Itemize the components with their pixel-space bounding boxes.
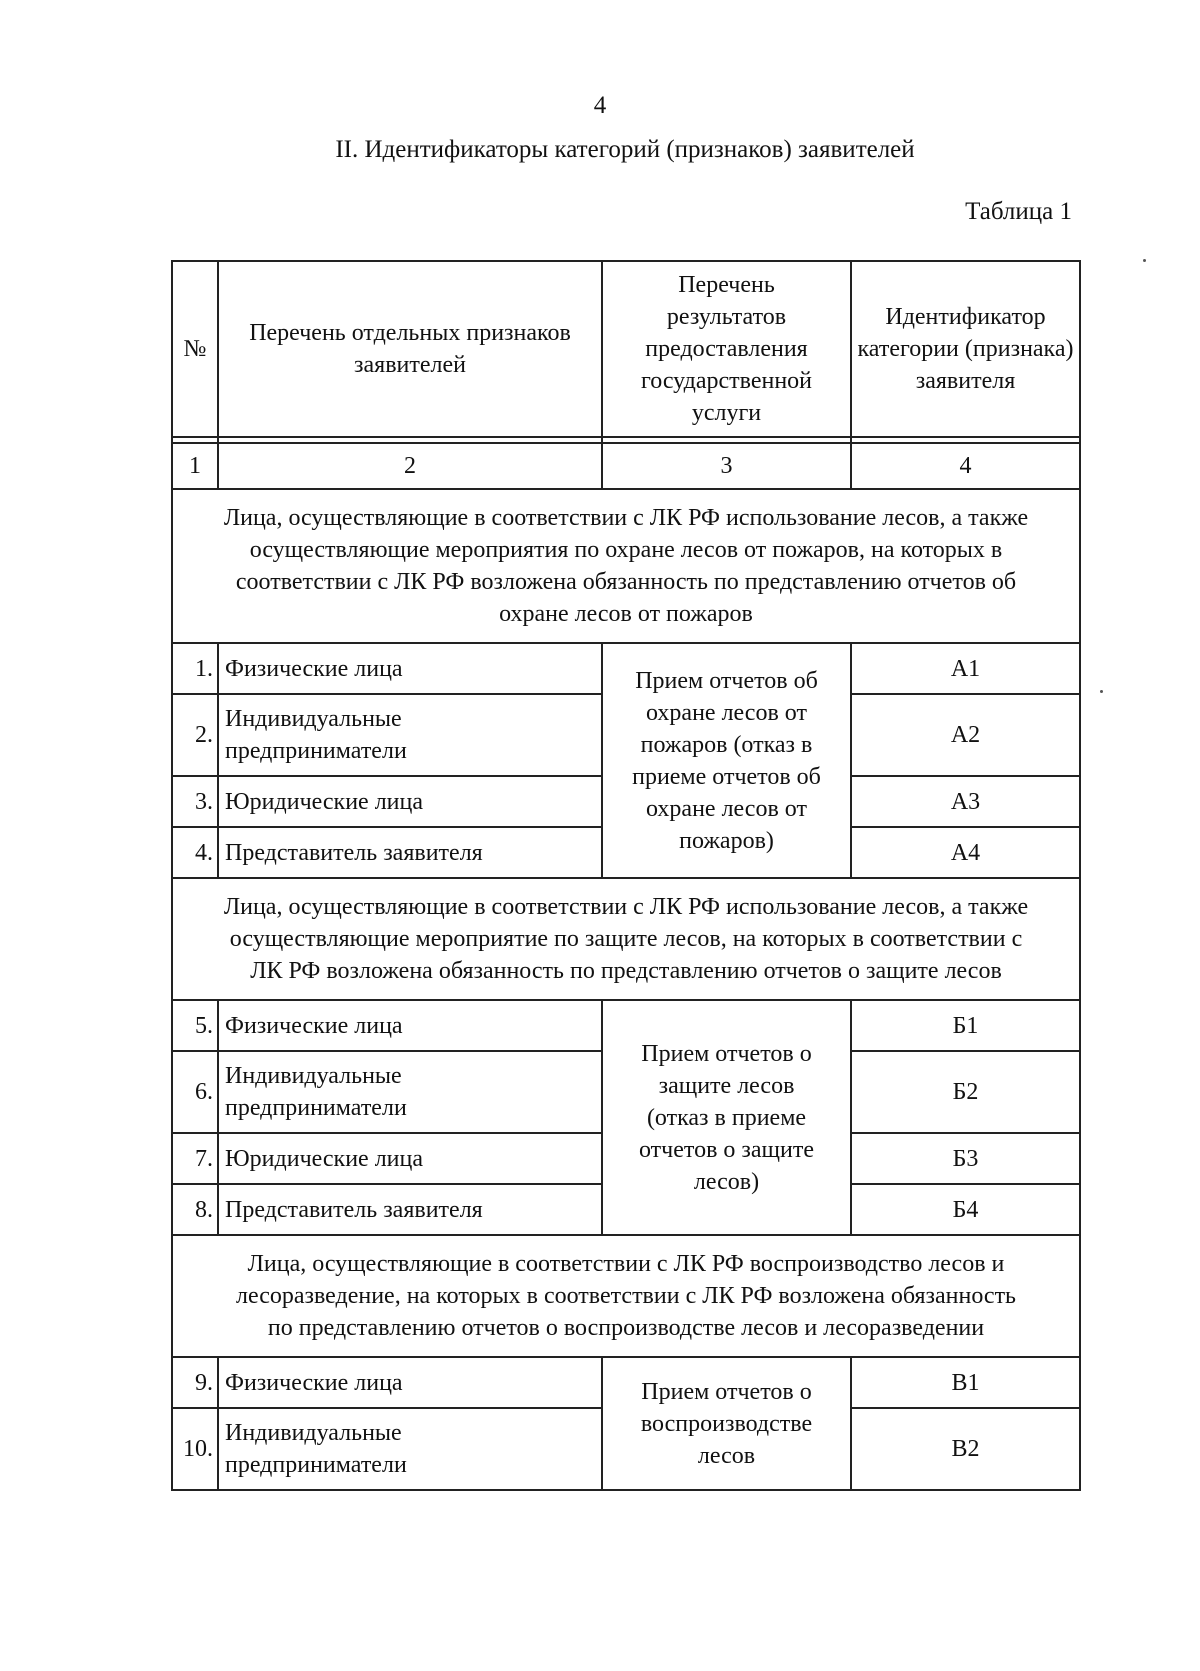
service-result: Прием отчетов о воспроизводстве лесов xyxy=(602,1357,851,1490)
section-title: II. Идентификаторы категорий (признаков) заявителей xyxy=(335,136,915,163)
applicant-feature: Физические лица xyxy=(218,1357,602,1408)
category-identifier: В1 xyxy=(851,1357,1080,1408)
group-title-row xyxy=(172,489,1080,643)
applicant-feature: Индивидуальные предприниматели xyxy=(218,1408,602,1490)
category-identifier: Б2 xyxy=(851,1051,1080,1133)
applicant-feature: Индивидуальные предприниматели xyxy=(218,1051,602,1133)
row-number: 8. xyxy=(172,1184,218,1235)
row-number: 4. xyxy=(172,827,218,878)
column-number: 4 xyxy=(851,443,1080,489)
row-number: 7. xyxy=(172,1133,218,1184)
row-number: 5. xyxy=(172,1000,218,1051)
header-identifier: Идентификатор категории (признака) заявителя xyxy=(851,261,1080,437)
applicant-feature: Физические лица xyxy=(218,643,602,694)
group-title: Лица, осуществляющие в соответствии с ЛК РФ использование лесов, а также осуществляющие мероприятия по охране лесов от пожаров, на которых в соответствии с ЛК РФ возложена обязанность по представлению отчетов об охране лесов от пожаров xyxy=(172,489,1080,643)
applicant-feature: Физические лица xyxy=(218,1000,602,1051)
applicant-feature: Представитель заявителя xyxy=(218,1184,602,1235)
row-number: 1. xyxy=(172,643,218,694)
row-number: 10. xyxy=(172,1408,218,1490)
applicant-feature: Юридические лица xyxy=(218,776,602,827)
category-identifier: Б1 xyxy=(851,1000,1080,1051)
column-number: 2 xyxy=(218,443,602,489)
service-result: Прием отчетов о защите лесов (отказ в приеме отчетов о защите лесов) xyxy=(602,1000,851,1235)
column-number: 3 xyxy=(602,443,851,489)
service-result: Прием отчетов об охране лесов от пожаров (отказ в приеме отчетов об охране лесов от пожаров) xyxy=(602,643,851,878)
category-identifier: А4 xyxy=(851,827,1080,878)
page-number: 4 xyxy=(593,92,607,119)
table-caption: Таблица 1 xyxy=(965,198,1072,225)
applicant-feature: Представитель заявителя xyxy=(218,827,602,878)
row-number: 6. xyxy=(172,1051,218,1133)
category-identifier: А3 xyxy=(851,776,1080,827)
header-number: № xyxy=(172,261,218,437)
group-title-row xyxy=(172,878,1080,1000)
row-number: 3. xyxy=(172,776,218,827)
applicant-feature: Индивидуальные предприниматели xyxy=(218,694,602,776)
header-row xyxy=(172,261,1080,437)
applicant-feature: Юридические лица xyxy=(218,1133,602,1184)
column-number: 1 xyxy=(172,443,218,489)
header-features: Перечень отдельных признаков заявителей xyxy=(218,261,602,437)
category-identifier: Б3 xyxy=(851,1133,1080,1184)
scan-speck xyxy=(1100,690,1103,693)
row-number: 2. xyxy=(172,694,218,776)
category-identifier: Б4 xyxy=(851,1184,1080,1235)
column-numbers-row xyxy=(172,443,1080,489)
table-row xyxy=(172,1000,1080,1051)
table-row xyxy=(172,1357,1080,1408)
group-title-row xyxy=(172,1235,1080,1357)
row-number: 9. xyxy=(172,1357,218,1408)
applicant-categories-table xyxy=(171,260,1081,1491)
category-identifier: А2 xyxy=(851,694,1080,776)
group-title: Лица, осуществляющие в соответствии с ЛК РФ воспроизводство лесов и лесоразведение, на которых в соответствии с ЛК РФ возложена обязанность по представлению отчетов о воспроизводстве лесов и лесоразведении xyxy=(172,1235,1080,1357)
group-title: Лица, осуществляющие в соответствии с ЛК РФ использование лесов, а также осуществляющие мероприятие по защите лесов, на которых в соответствии с ЛК РФ возложена обязанность по представлению отчетов о защите лесов xyxy=(172,878,1080,1000)
table-row xyxy=(172,643,1080,694)
header-results: Перечень результатов предоставления государственной услуги xyxy=(602,261,851,437)
scan-speck xyxy=(1143,259,1146,262)
category-identifier: А1 xyxy=(851,643,1080,694)
category-identifier: В2 xyxy=(851,1408,1080,1490)
